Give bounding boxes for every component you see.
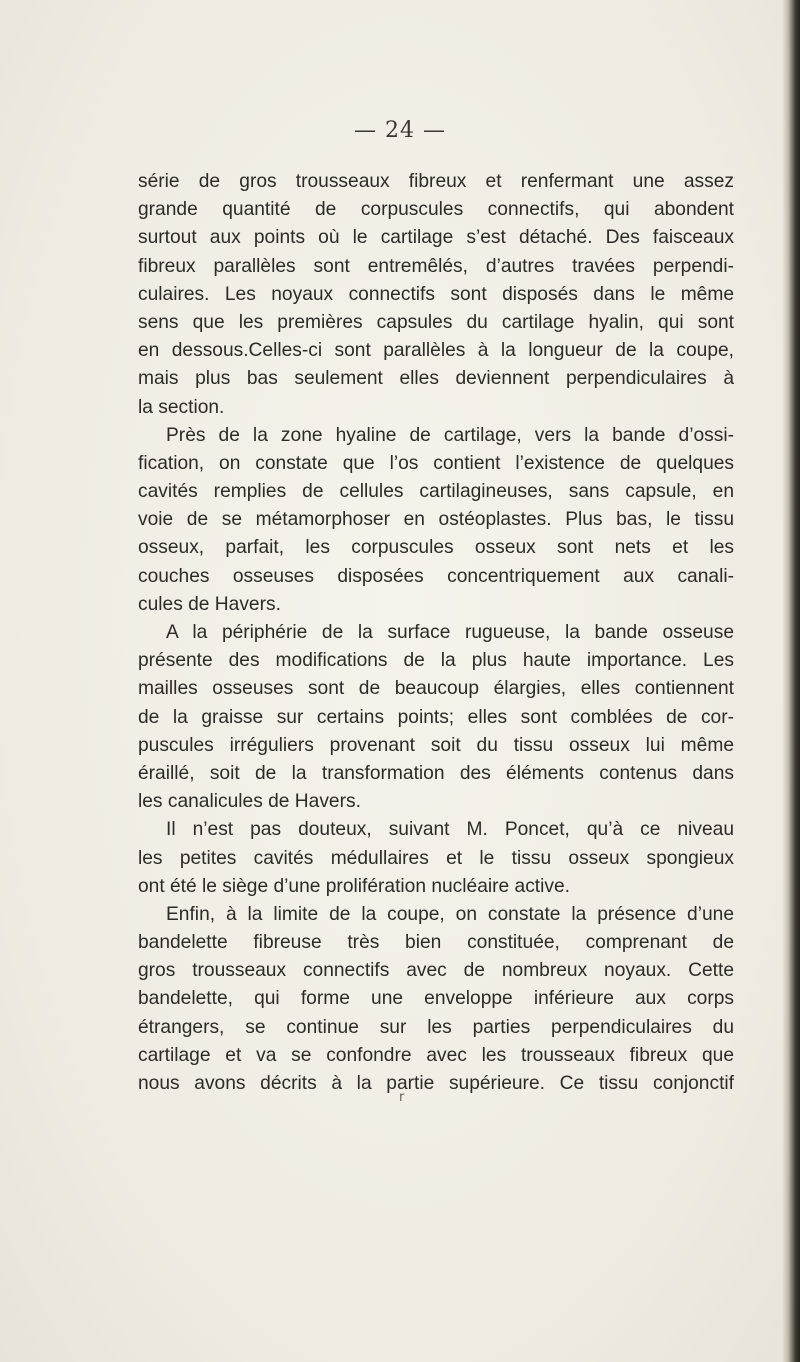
paragraph — [138, 619, 734, 816]
paragraph — [138, 901, 734, 1098]
text-line: nous avons décrits à la partie supérieure. Ce tissu conjonctif — [138, 1073, 734, 1094]
text-line: cavités remplies de cellules cartilagineuses, sans capsule, en — [138, 481, 734, 503]
text-line: surtout aux points où le cartilage s’est détaché. Des faisceaux — [138, 227, 734, 249]
text-line: mais plus bas seulement elles deviennent perpendiculaires à — [138, 368, 734, 390]
text-line: culaires. Les noyaux connectifs sont disposés dans le même — [138, 283, 734, 305]
text-line: cules de Havers. — [138, 593, 281, 615]
text-line: étrangers, se continue sur les parties perpendiculaires du — [138, 1016, 734, 1038]
text-line: mailles osseuses sont de beaucoup élargies, elles contiennent — [138, 678, 734, 700]
text-line: Près de la zone hyaline de cartilage, vers la bande d’ossi- — [166, 424, 734, 446]
text-line: fication, on constate que l’os contient l’existence de quelques — [138, 452, 734, 474]
text-line: sens que les premières capsules du cartilage hyalin, qui sont — [138, 311, 734, 333]
text-line: en dessous.Celles-ci sont parallèles à la longueur de la coupe, — [138, 340, 734, 362]
paragraph — [138, 168, 734, 422]
text-line: A la périphérie de la surface rugueuse, la bande osseuse — [166, 622, 734, 643]
page-number: — 24 — — [354, 118, 446, 143]
paragraph — [138, 422, 734, 619]
page-binding-edge — [782, 0, 800, 1362]
text-line: Enfin, à la limite de la coupe, on constate la présence d’une — [166, 903, 734, 925]
text-line: ont été le siège d’une prolifération nucléaire active. — [138, 875, 570, 897]
text-line: bandelette, qui forme une enveloppe inférieure aux corps — [138, 988, 734, 1010]
text-line: puscules irréguliers provenant soit du tissu osseux lui même — [138, 734, 734, 756]
text-line: série de gros trousseaux fibreux et renfermant une assez — [138, 171, 734, 192]
text-line: couches osseuses disposées concentriquement aux canali- — [138, 565, 734, 587]
text-line: fibreux parallèles sont entremêlés, d’autres travées perpendi- — [138, 255, 734, 277]
text-line: osseux, parfait, les corpuscules osseux sont nets et les — [138, 537, 734, 559]
text-line: de la graisse sur certains points; elles sont comblées de cor- — [138, 706, 734, 728]
text-line: gros trousseaux connectifs avec de nombreux noyaux. Cette — [138, 960, 734, 982]
text-line: bandelette fibreuse très bien constituée, comprenant de — [138, 932, 734, 954]
text-line: cartilage et va se confondre avec les trousseaux fibreux que — [138, 1044, 734, 1066]
text-line: Il n’est pas douteux, suivant M. Poncet, qu’à ce niveau — [166, 819, 734, 841]
text-line: présente des modifications de la plus haute importance. Les — [138, 650, 734, 672]
text-line: grande quantité de corpuscules connectifs, qui abondent — [138, 199, 734, 221]
text-line: la section. — [138, 396, 225, 418]
stray-mark: r — [399, 1090, 405, 1105]
text-line: éraillé, soit de la transformation des éléments contenus dans — [138, 762, 734, 784]
text-line: les petites cavités médullaires et le tissu osseux spongieux — [138, 847, 734, 869]
body-text — [138, 168, 734, 1098]
text-line: voie de se métamorphoser en ostéoplastes. Plus bas, le tissu — [138, 509, 734, 531]
paragraph — [138, 816, 734, 901]
text-line: les canalicules de Havers. — [138, 791, 361, 813]
